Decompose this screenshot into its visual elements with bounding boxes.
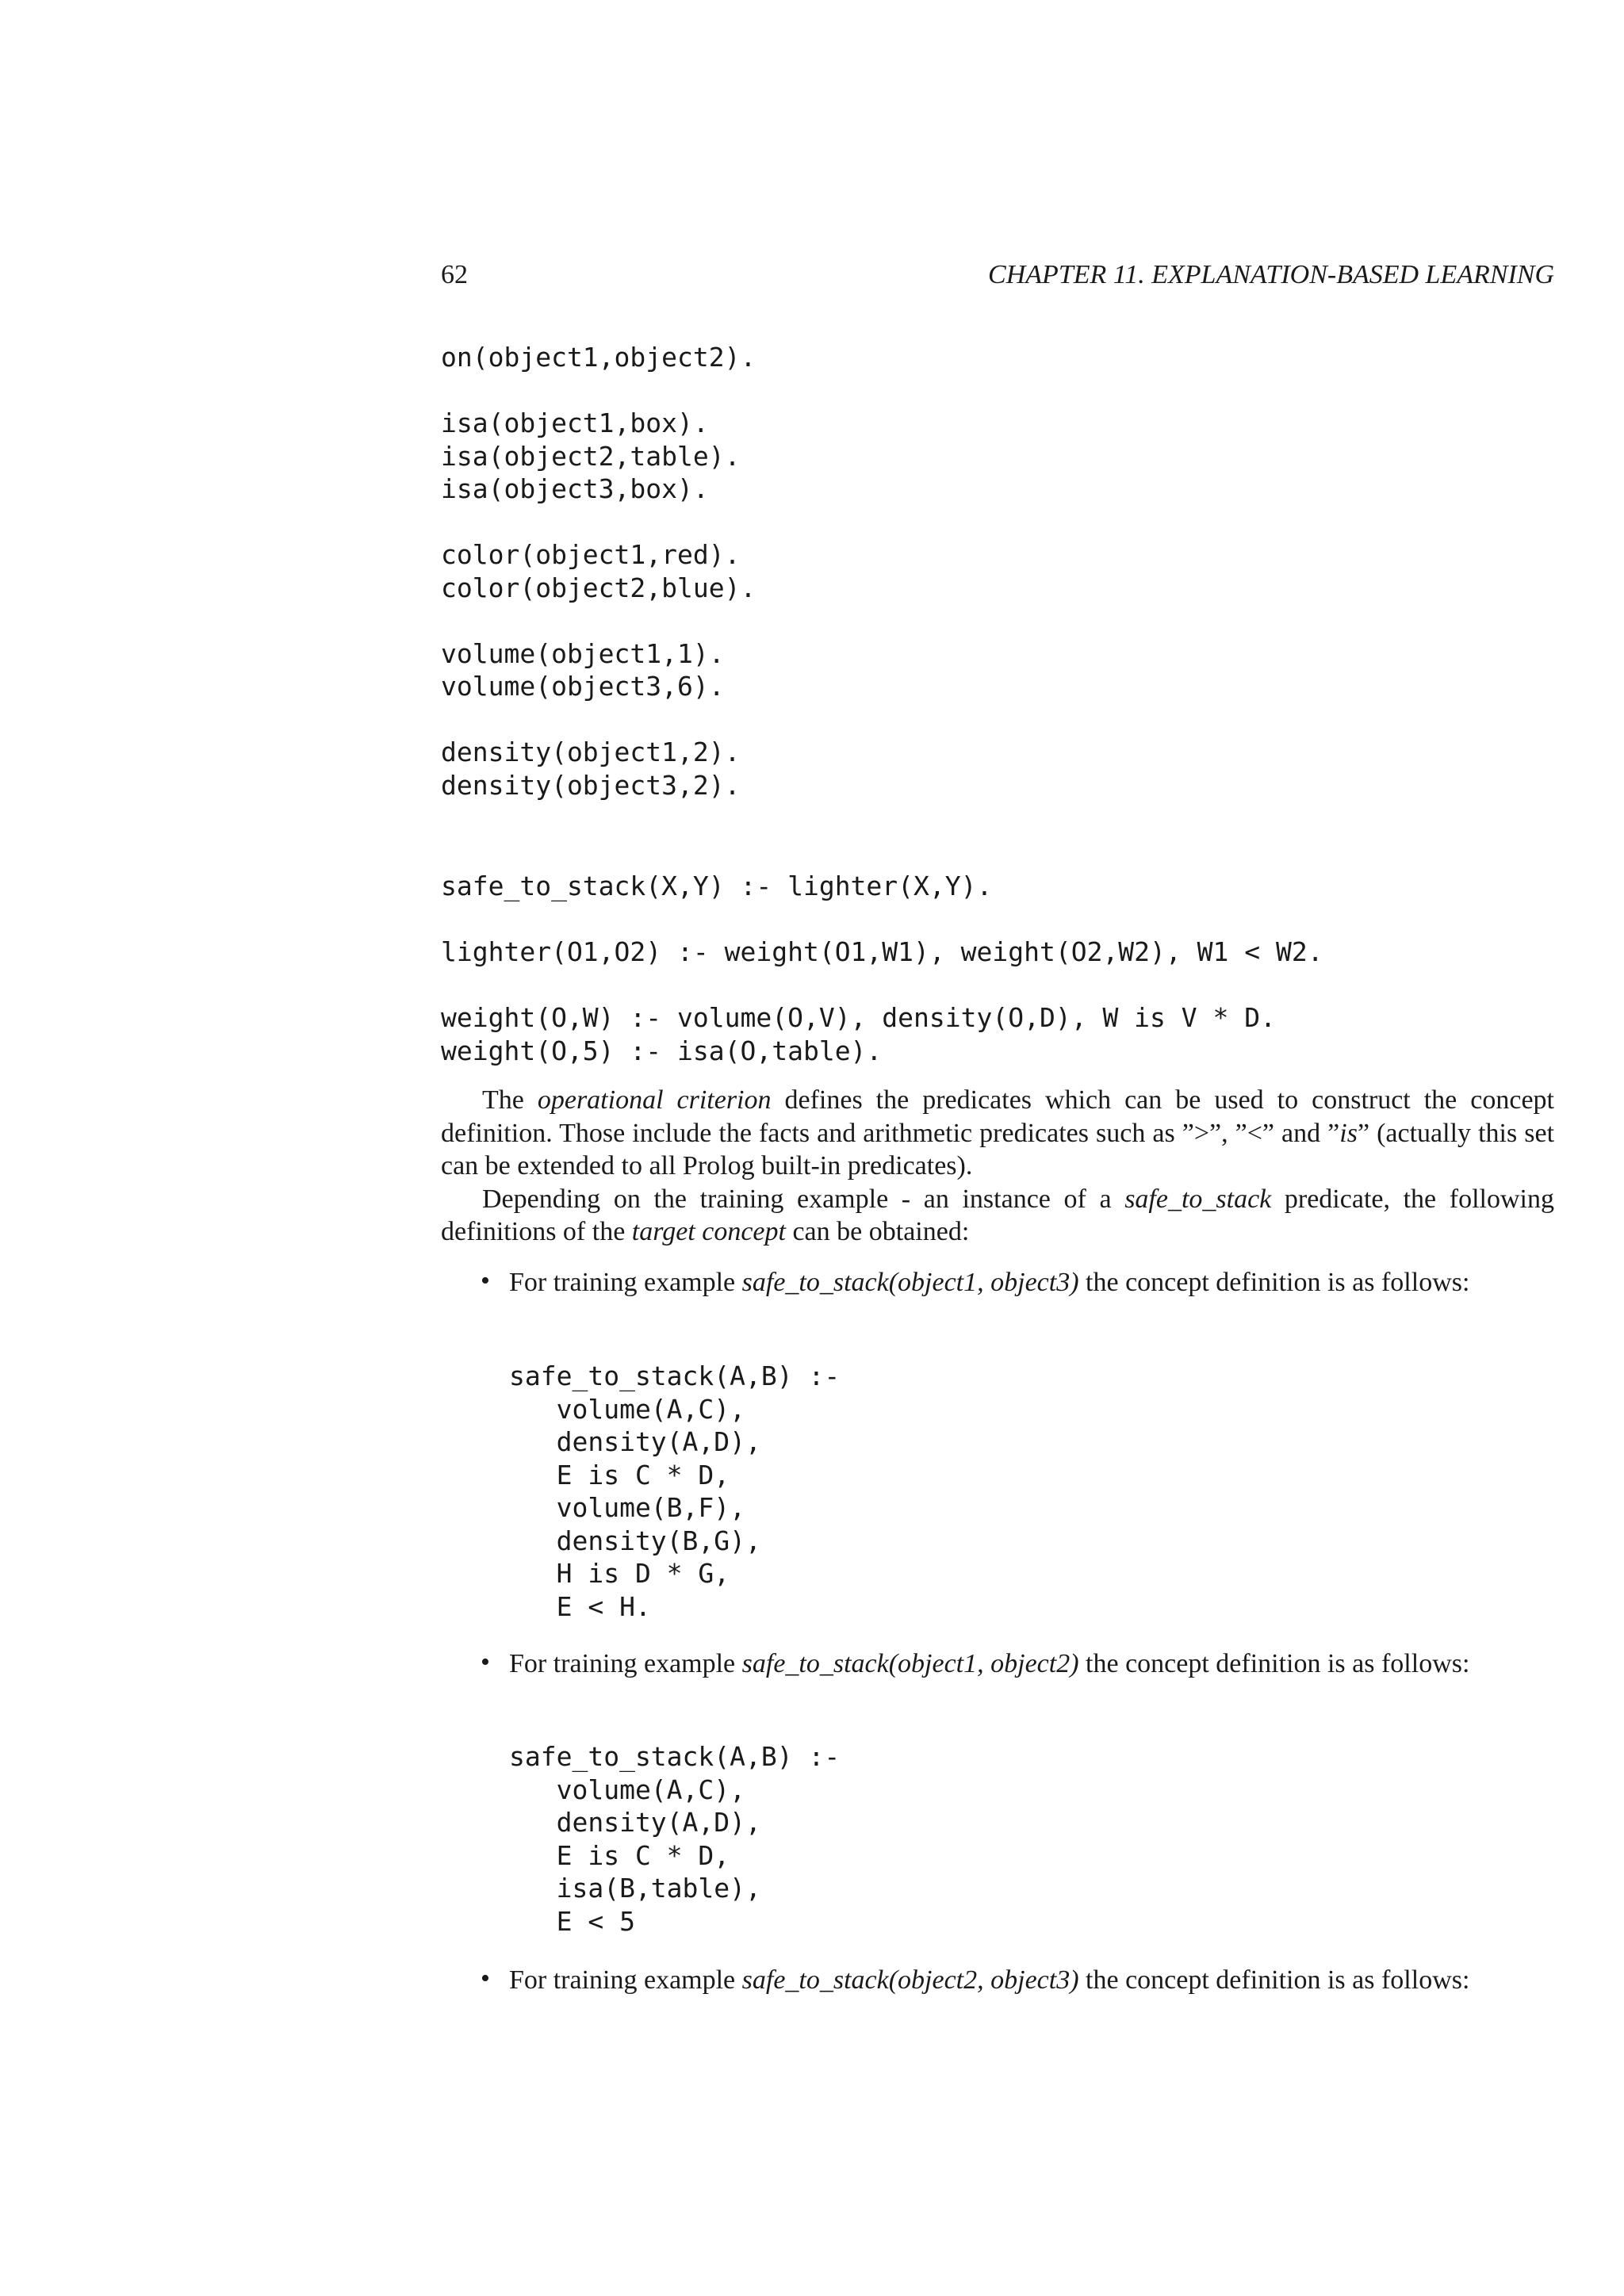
concept-definition-code-1: safe_to_stack(A,B) :- volume(A,C), density(A,D), E is C * D, volume(B,F), density(B,G), H is D * G, E < H. xyxy=(509,1360,841,1622)
facts-code-block: on(object1,object2). isa(object1,box). isa(object2,table). isa(object3,box). color(object1,red). color(object2,blue). volume(object1,1). volume(object3,6). density(object1,2). density(object3,2). xyxy=(441,342,756,801)
page-number: 62 xyxy=(441,260,468,289)
bullet-item-1: For training example safe_to_stack(object1, object3) the concept definition is as follows: xyxy=(509,1268,1470,1297)
training-example-3: safe_to_stack(object2, object3) xyxy=(741,1965,1079,1995)
bullet-item-2: For training example safe_to_stack(object1, object2) the concept definition is as follows: xyxy=(509,1649,1470,1678)
body-text xyxy=(441,1084,1554,1249)
training-example-1: safe_to_stack(object1, object3) xyxy=(741,1268,1079,1297)
bullet-item-3: For training example safe_to_stack(object2, object3) the concept definition is as follows: xyxy=(509,1965,1470,1995)
paragraph-operational-criterion: The operational criterion defines the predicates which can be used to construct the concept definition. Those include the facts and arithmetic predicates such as ”>”, ”<” and ”is” (actually this set can be extended to all Prolog built-in predicates). xyxy=(441,1085,1555,1181)
chapter-title: CHAPTER 11. EXPLANATION-BASED LEARNING xyxy=(988,260,1554,289)
training-example-2: safe_to_stack(object1, object2) xyxy=(741,1649,1079,1678)
bullet-marker: • xyxy=(481,1266,490,1295)
rules-code-block: safe_to_stack(X,Y) :- lighter(X,Y). lighter(O1,O2) :- weight(O1,W1), weight(O2,W2), W1 < W2. weight(O,W) :- volume(O,V), density(O,D), W is V * D. weight(O,5) :- isa(O,table). xyxy=(441,871,1323,1066)
paragraph-training-example: Depending on the training example - an instance of a safe_to_stack predicate, the following definitions of the target concept can be obtained: xyxy=(441,1184,1554,1246)
bullet-marker: • xyxy=(481,1964,490,1993)
running-header xyxy=(441,260,1554,300)
concept-definition-code-2: safe_to_stack(A,B) :- volume(A,C), density(A,D), E is C * D, isa(B,table), E < 5 xyxy=(509,1741,841,1937)
term-target-concept: target concept xyxy=(631,1217,786,1246)
bullet-marker: • xyxy=(481,1647,490,1677)
term-safe-to-stack: safe_to_stack xyxy=(1124,1184,1272,1214)
term-operational-criterion: operational criterion xyxy=(537,1085,772,1115)
term-is: is xyxy=(1339,1118,1358,1148)
